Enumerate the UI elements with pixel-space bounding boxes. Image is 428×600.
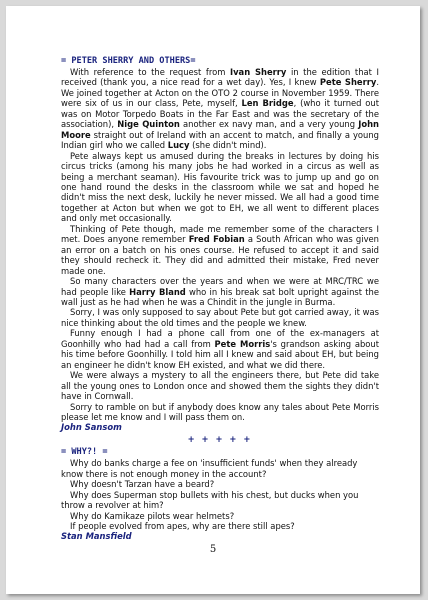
author-signature: Stan Mansfield bbox=[61, 531, 132, 542]
section-heading-why: = WHY?! = bbox=[61, 447, 108, 458]
question: Why doesn't Tarzan have a beard? bbox=[70, 479, 215, 490]
text: Funny enough I had a phone call from one of the ex-managers at Goonhilly who had had a call from bbox=[61, 328, 379, 349]
page bbox=[6, 6, 420, 594]
text: another ex navy man, and a very young bbox=[179, 119, 359, 130]
text: . We joined together at Acton on the OTO 2 course in November 1959. There were six of us in our class, Pete, myself, bbox=[61, 77, 379, 109]
article-content bbox=[61, 56, 379, 542]
paragraph: Pete always kept us amused during the breaks in lectures by doing his circus tricks (among his many jobs he had worked in a circus as well as being a merchant seaman). His favourite trick was to jump up and go on one hand round the desks in the classroom while we sat and hoped he didn't miss the next desk, luckily he never missed. We all had a good time together at Acton but when we got to EH, we all went to different places and only met occasionally. bbox=[61, 150, 379, 224]
page-number: 5 bbox=[209, 544, 217, 555]
text: (she didn't mind). bbox=[189, 140, 267, 151]
paragraph bbox=[61, 328, 379, 370]
text: in the edition that I received (thank you, a nice read for a wet day). Yes, I knew bbox=[61, 67, 379, 88]
text: a South African who was given an error on a batch on his ones course. He refused to accept it and said they should recheck it. They did and admitted their mistake, Fred never made one. bbox=[61, 234, 379, 276]
text: straight out of Ireland with an accent to match, and finally a young Indian girl who we called bbox=[61, 129, 379, 151]
question: Why does Superman stop bullets with his chest, but ducks when you throw a revolver at him? bbox=[61, 489, 359, 511]
text: , (who it turned out was on Motor Torpedo Boats in the Far East and was the secretary of the association), bbox=[61, 98, 379, 130]
paragraph bbox=[61, 276, 379, 307]
paragraph: Sorry to ramble on but if anybody does know any tales about Pete Morris please let me know and I will pass them on. bbox=[61, 401, 379, 422]
text: With reference to the request from bbox=[70, 67, 230, 77]
name-john-moore: John Moore bbox=[61, 119, 379, 140]
text: So many characters over the years and when we were at MRC/TRC we had people like bbox=[61, 276, 379, 297]
paragraph: Sorry, I was only supposed to say about Pete but got carried away, it was nice thinking about the old times and the people we knew. bbox=[61, 307, 379, 328]
text: 's grandson asking about his time before Goonhilly. I told him all I knew and said about EH, but being an engineer he didn't know EH existed, and what we did there. bbox=[61, 338, 379, 370]
name-len-bridge: Len Bridge bbox=[241, 98, 294, 109]
paragraph bbox=[61, 67, 379, 151]
section-heading-peter-sherry: = PETER SHERRY AND OTHERS= bbox=[61, 56, 196, 66]
text: who in his break sat bolt upright against the wall just as he had when he was a Chindit in the jungle in Burma. bbox=[61, 286, 379, 307]
name-lucy: Lucy bbox=[167, 140, 190, 151]
paragraph: We were always a mystery to all the engineers there, but Pete did take all the young ones to London once and showed them the sights they didn't have in Cornwall. bbox=[61, 370, 379, 402]
question: If people evolved from apes, why are there still apes? bbox=[70, 521, 295, 532]
question: Why do Kamikaze pilots wear helmets? bbox=[70, 510, 235, 521]
question: Why do banks charge a fee on 'insufficient funds' when they already know there is not enough money in the account? bbox=[61, 458, 358, 479]
name-pete-morris: Pete Morris bbox=[214, 338, 271, 349]
name-fred-fobian: Fred Fobian bbox=[188, 234, 245, 245]
section-separator: + + + + + bbox=[187, 433, 253, 444]
text: Thinking of Pete though, made me remember some of the characters I met. Does anyone remember bbox=[61, 223, 379, 245]
name-nige-quinton: Nige Quinton bbox=[117, 119, 180, 130]
author-signature: John Sansom bbox=[61, 422, 122, 433]
name-pete-sherry: Pete Sherry bbox=[319, 77, 377, 88]
paragraph bbox=[61, 224, 379, 276]
name-harry-bland: Harry Bland bbox=[129, 286, 186, 297]
name-ivan-sherry: Ivan Sherry bbox=[229, 67, 287, 77]
